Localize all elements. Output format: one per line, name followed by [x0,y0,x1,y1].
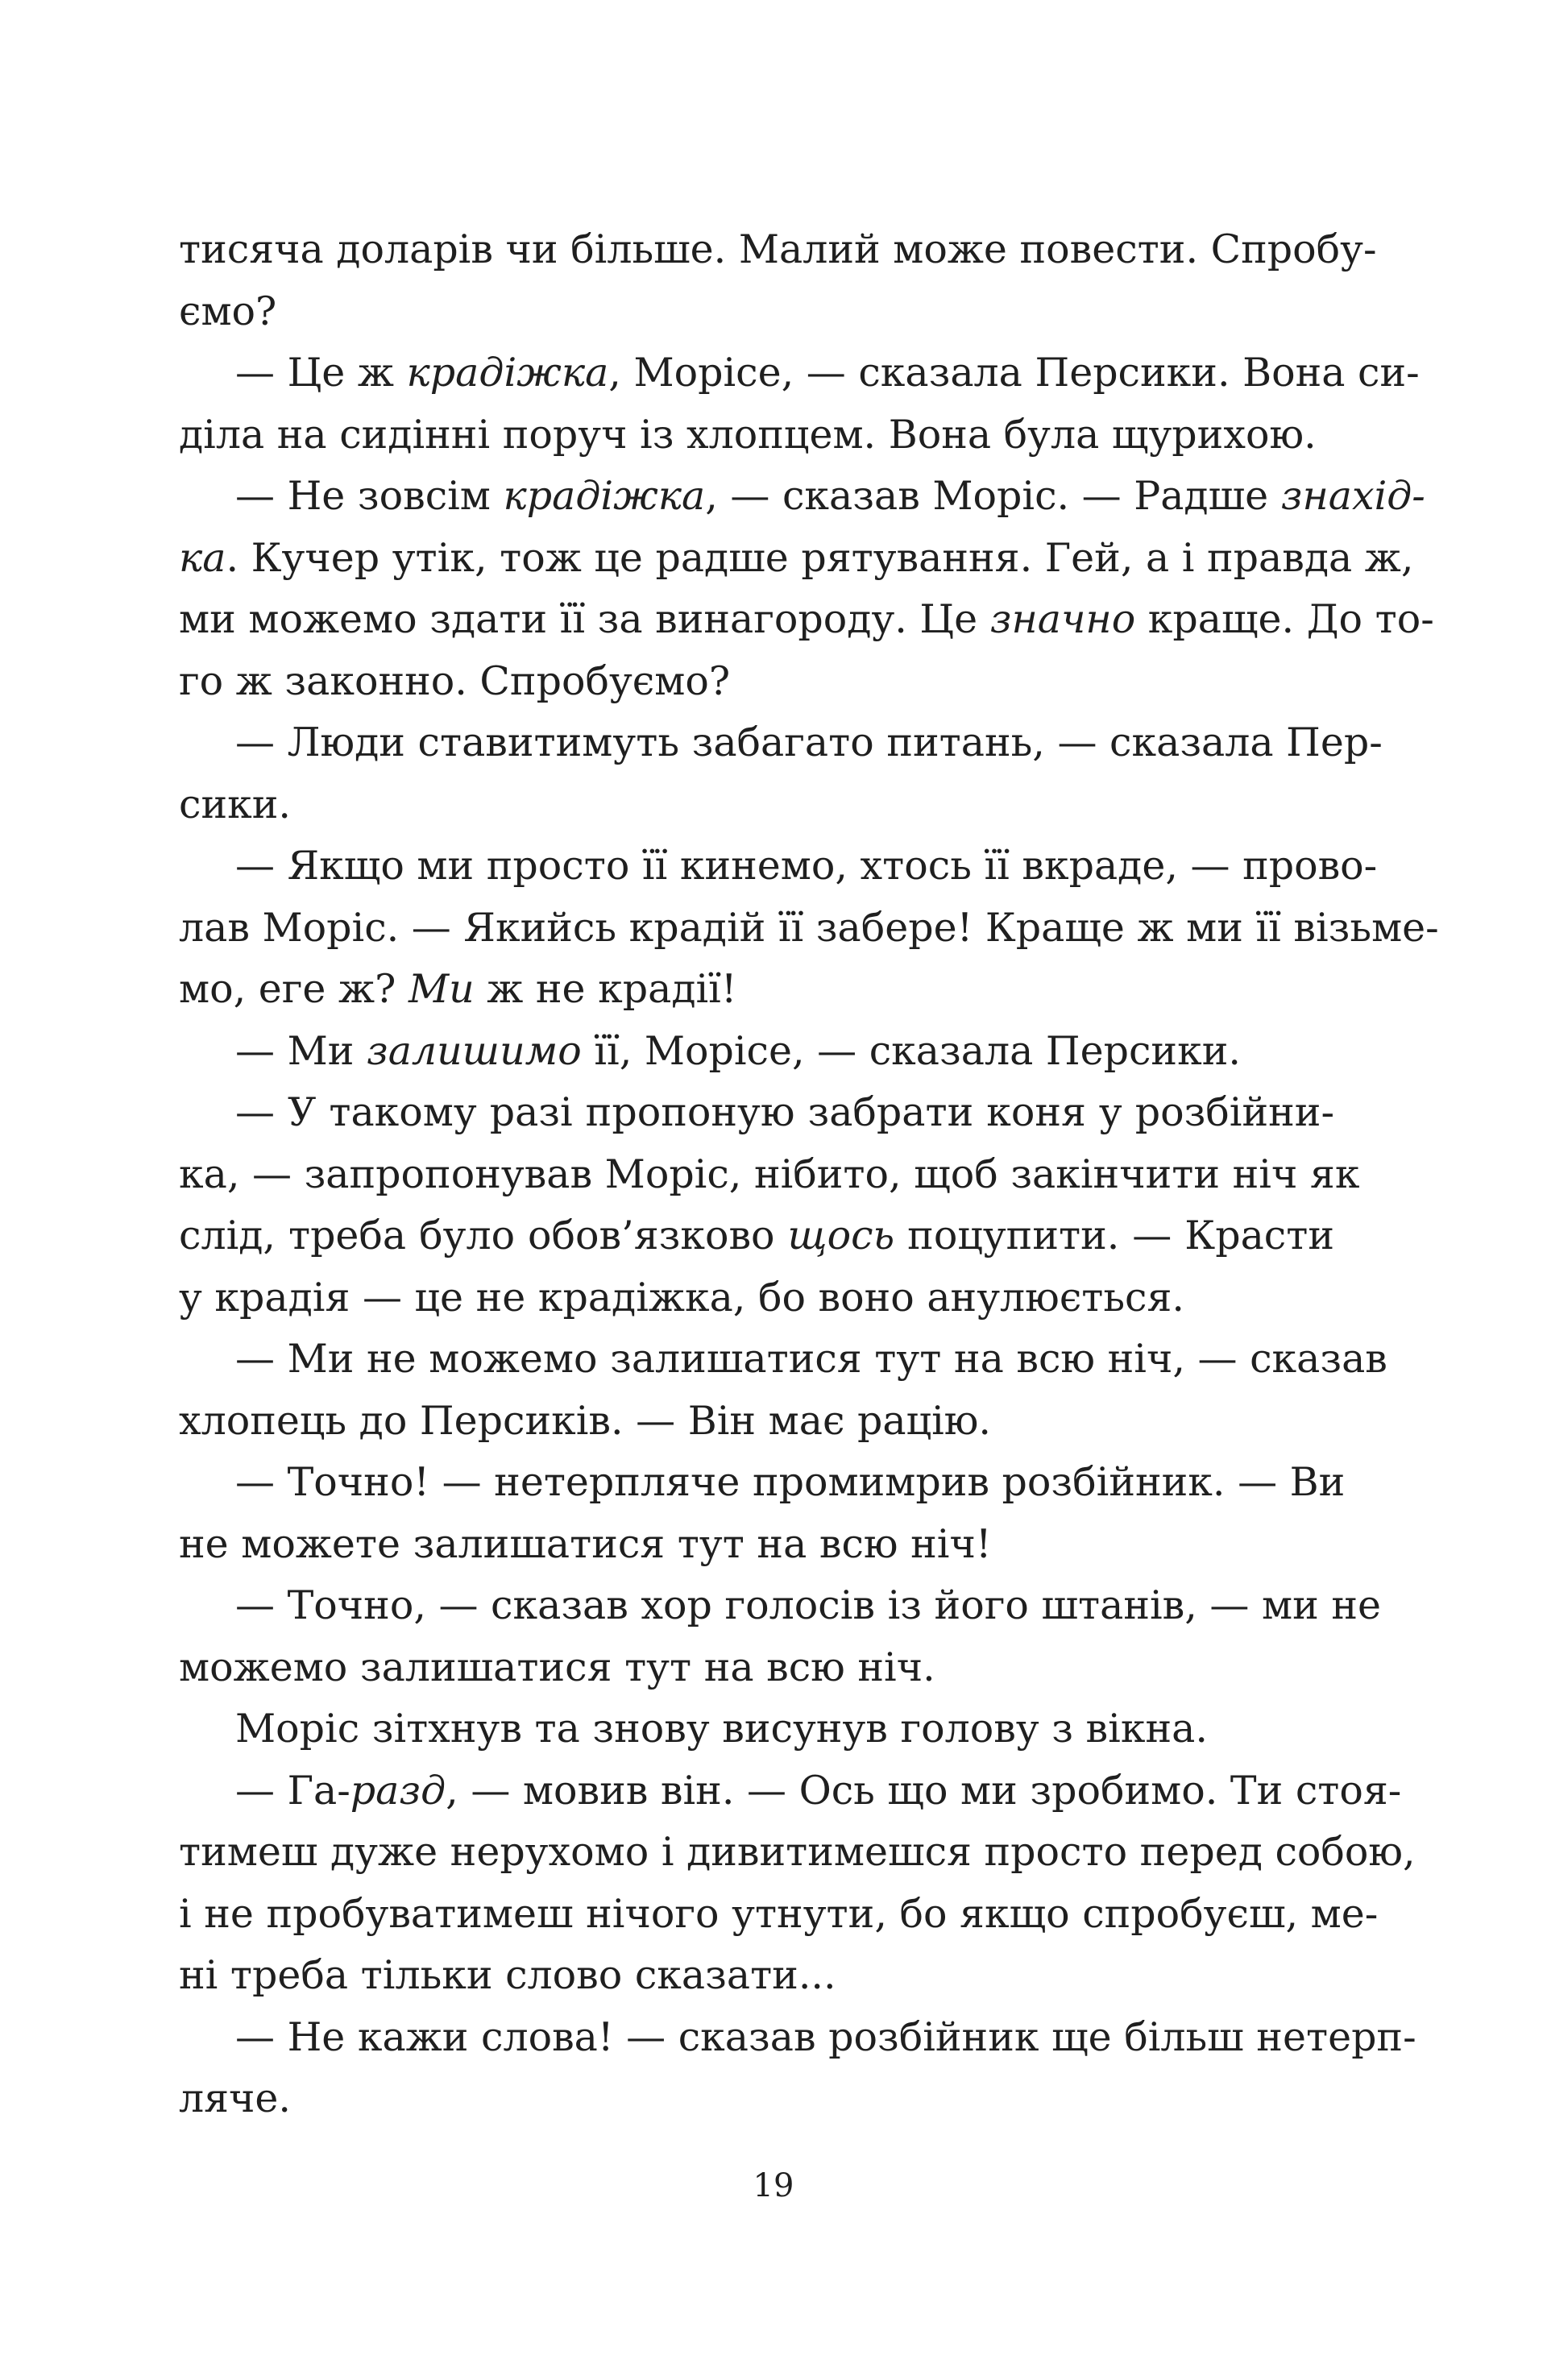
text-segment: сики. [179,781,291,827]
text-line [179,589,1434,651]
text-segment: не можете залишатися тут на всю ніч! [179,1520,992,1567]
text-line [179,1391,1334,1453]
text-segment: — Люди ставитимуть забагато питань, — сказала Пер- [235,719,1383,765]
text-line [179,466,1425,528]
page-number: 19 [753,2167,794,2204]
text-segment: і не пробуватимеш нічого утнути, бо якщо спробуєш, ме- [179,1890,1379,1937]
text-line [179,712,1383,774]
italic-text: крадіжка [503,473,706,519]
text-segment: — Точно! — нетерпляче промимрив розбійник. — Ви [235,1459,1346,1505]
text-line [179,651,1334,713]
text-segment: — Га- [235,1767,350,1814]
text-segment: можемо залишатися тут на всю ніч. [179,1644,935,1690]
text-segment: у крадія — це не крадіжка, бо воно анулюється. [179,1274,1184,1321]
text-segment: — Це ж [235,350,407,396]
text-segment: ж не крадії! [474,966,737,1012]
text-segment: хлопець до Персиків. — Він має рацію. [179,1397,991,1444]
text-line [179,2007,1416,2069]
text-line [179,1760,1402,1822]
text-line [179,281,1334,343]
italic-text: значно [989,596,1136,642]
text-segment: тимеш дуже нерухомо і дивитимешся просто перед собою, [179,1829,1416,1875]
italic-text: Ми [408,966,475,1012]
text-line [179,1884,1379,1946]
text-line [179,1144,1360,1206]
text-line [179,1822,1416,1884]
text-segment: — Ми не можемо залишатися тут на всю ніч, — сказав [235,1336,1387,1382]
text-segment: — Точно, — сказав хор голосів із його штанів, — ми не [235,1582,1381,1628]
text-line [179,404,1334,466]
italic-text: залишимо [366,1027,582,1074]
text-segment: поцупити. — Красти [894,1213,1334,1258]
text-segment: лав Моріс. — Якийсь крадій її забере! Краще ж ми її візьме- [179,904,1439,951]
text-segment: слід, треба було обов’язково [179,1213,788,1258]
text-segment: , Морісе, — сказала Персики. Вона си- [608,350,1420,396]
text-segment: — Ми [235,1027,367,1074]
text-line [179,2068,1334,2130]
text-segment: тисяча доларів чи більше. Малий може повести. Спробу- [179,226,1377,272]
text-segment: — Якщо ми просто її кинемо, хтось її вкраде, — прово- [235,843,1378,889]
text-line [179,219,1377,281]
text-line [179,1329,1387,1391]
italic-text: знахід- [1280,473,1425,519]
text-segment: — Не зовсім [235,473,504,519]
text-segment: ка, — запропонував Моріс, нібито, щоб закінчити ніч як [179,1151,1360,1197]
text-line [179,1021,1334,1083]
text-segment: ємо? [179,288,277,334]
text-segment: ми можемо здати її за винагороду. Це [179,596,990,642]
text-line [179,898,1439,960]
italic-text: ка [179,534,226,581]
text-segment: , — мовив він. — Ось що ми зробимо. Ти стоя- [446,1767,1402,1814]
text-segment: краще. До то- [1135,596,1434,642]
text-segment: , — сказав Моріс. — Радше [705,473,1281,519]
text-line [179,342,1420,404]
text-line [179,1267,1334,1329]
text-line [179,835,1378,898]
text-segment: . Кучер утік, тож це радше рятування. Гей, а і правда ж, [226,534,1414,581]
italic-text: щось [787,1213,895,1258]
text-line [179,1945,1334,2007]
text-line [179,1514,1334,1576]
text-segment: мо, еге ж? [179,966,409,1012]
body-text [179,219,1439,2130]
text-line [179,774,1334,836]
italic-text: разд [350,1767,446,1814]
text-segment: Моріс зітхнув та знову висунув голову з вікна. [235,1706,1208,1752]
text-segment: ляче. [179,2075,292,2121]
text-segment: ні треба тільки слово сказати... [179,1952,836,1998]
text-segment: діла на сидінні поруч із хлопцем. Вона була щурихою. [179,411,1317,458]
text-line [179,1452,1346,1514]
text-segment: — Не кажи слова! — сказав розбійник ще більш нетерп- [235,2013,1416,2060]
text-segment: го ж законно. Спробуємо? [179,657,731,704]
text-segment: її, Морісе, — сказала Персики. [581,1027,1241,1074]
text-line [179,1205,1334,1267]
text-line [179,1637,1334,1699]
text-line [179,1575,1381,1637]
text-line [179,528,1414,590]
text-line [179,959,1334,1021]
italic-text: крадіжка [406,350,609,396]
text-line [179,1698,1334,1760]
text-segment: — У такому разі пропоную забрати коня у розбійни- [235,1089,1334,1135]
text-line [179,1082,1334,1144]
